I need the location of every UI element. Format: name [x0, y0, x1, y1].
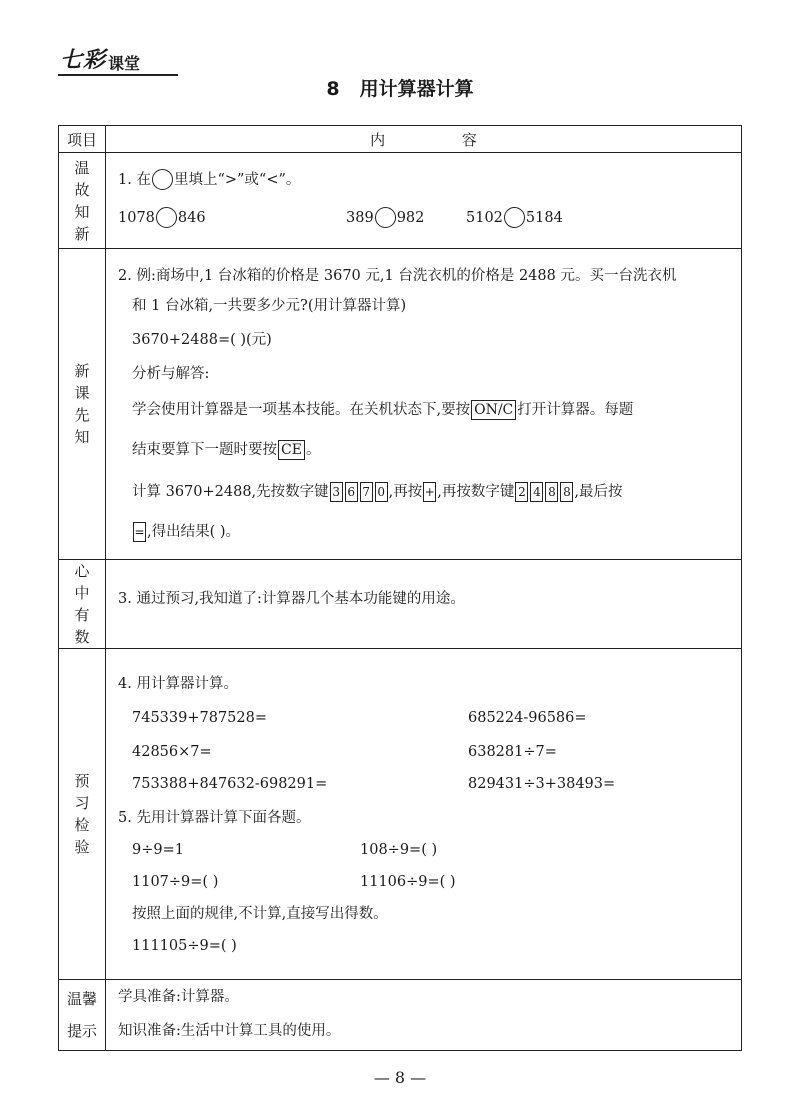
- section-tips: [59, 980, 742, 1051]
- digit-key: 3: [330, 482, 343, 502]
- pattern-final: 111105÷9=( ): [132, 938, 237, 954]
- logo-brand-text: 七彩: [60, 48, 107, 73]
- digit-key: 4: [530, 482, 543, 502]
- pattern-rule: 按照上面的规律,不计算,直接写出得数。: [132, 906, 388, 922]
- plus-key: +: [423, 482, 436, 502]
- q2-line-1: 2. 例:商场中,1 台冰箱的价格是 3670 元,1 台洗衣机的价格是 2488 元。买一台洗衣机: [118, 268, 677, 284]
- compare-item-3: 5102 5184: [466, 207, 563, 229]
- section-content-mind: [106, 560, 742, 649]
- calc-item: 638281÷7=: [468, 744, 557, 760]
- answer-circle[interactable]: [504, 207, 525, 228]
- analysis-line-2: 结束要算下一题时要按 CE 。: [132, 442, 321, 458]
- compare-item-1: 1078 846: [118, 207, 206, 229]
- ce-key: CE: [278, 440, 305, 460]
- calc-item: 685224-96586=: [468, 710, 587, 726]
- section-label-mind: 心 中 有 数: [59, 560, 106, 649]
- section-new-lesson: [59, 249, 742, 560]
- tip-tools: 学具准备:计算器。: [118, 989, 239, 1005]
- question-3: 3. 通过预习,我知道了:计算器几个基本功能键的用途。: [118, 591, 465, 607]
- analysis-line-4: = ,得出结果( )。: [134, 524, 241, 540]
- question-1: 1. 在 里填上“>”或“<”。: [118, 169, 300, 191]
- lesson-title: 用计算器计算: [359, 78, 474, 100]
- question-5: 5. 先用计算器计算下面各题。: [118, 810, 311, 826]
- lesson-number: 8: [326, 78, 340, 100]
- digit-key: 8: [545, 482, 558, 502]
- tip-knowledge: 知识准备:生活中计算工具的使用。: [118, 1023, 341, 1039]
- section-content-preview: [106, 649, 742, 980]
- section-preview: [59, 649, 742, 980]
- brand-logo: [60, 44, 140, 74]
- pattern-item: 108÷9=( ): [360, 842, 438, 858]
- calc-item: 753388+847632-698291=: [132, 776, 328, 792]
- section-label-tips: 温馨 提示: [59, 980, 106, 1051]
- section-label-review: 温 故 知 新: [59, 153, 106, 249]
- digit-key: 6: [345, 482, 358, 502]
- section-content-tips: [106, 980, 742, 1051]
- page-number: — 8 —: [373, 1068, 427, 1087]
- compare-item-2: 389 982: [346, 207, 424, 229]
- q2-line-2: 和 1 台冰箱,一共要多少元?(用计算器计算): [132, 298, 407, 314]
- equals-key: =: [133, 522, 146, 542]
- section-content-new-lesson: [106, 249, 742, 560]
- page-title: [0, 74, 800, 101]
- answer-circle[interactable]: [375, 207, 396, 228]
- section-review: [59, 153, 742, 249]
- calc-item: 745339+787528=: [132, 710, 268, 726]
- analysis-heading: 分析与解答:: [132, 366, 210, 382]
- header-content-col: 内 容: [106, 126, 742, 153]
- answer-circle[interactable]: [156, 207, 177, 228]
- on-c-key: ON/C: [471, 400, 516, 420]
- analysis-line-3: 计算 3670+2488,先按数字键 3 6 7 0 ,再按 + ,再按数字键 2 4 8 8 ,最后按: [132, 484, 623, 500]
- compare-circle-icon: [152, 169, 173, 190]
- pattern-item: 1107÷9=( ): [132, 874, 219, 890]
- logo-sub-text: 课堂: [108, 54, 141, 73]
- section-mind: [59, 560, 742, 649]
- digit-key: 7: [360, 482, 373, 502]
- digit-key: 0: [375, 482, 388, 502]
- q2-formula: 3670+2488=( )(元): [132, 332, 272, 348]
- digit-key: 2: [515, 482, 528, 502]
- calc-item: 42856×7=: [132, 744, 212, 760]
- section-label-new-lesson: 新 课 先 知: [59, 249, 106, 560]
- table-header-row: [59, 126, 742, 153]
- worksheet-table: [58, 125, 742, 1051]
- section-label-preview: 预 习 检 验: [59, 649, 106, 980]
- question-4: 4. 用计算器计算。: [118, 676, 238, 692]
- calc-item: 829431÷3+38493=: [468, 776, 616, 792]
- pattern-item: 9÷9=1: [132, 842, 184, 858]
- header-item-col: 项目: [59, 126, 106, 153]
- analysis-line-1: 学会使用计算器是一项基本技能。在关机状态下,要按 ON/C 打开计算器。每题: [132, 402, 634, 418]
- digit-key: 8: [560, 482, 573, 502]
- pattern-item: 11106÷9=( ): [360, 874, 456, 890]
- section-content-review: [106, 153, 742, 249]
